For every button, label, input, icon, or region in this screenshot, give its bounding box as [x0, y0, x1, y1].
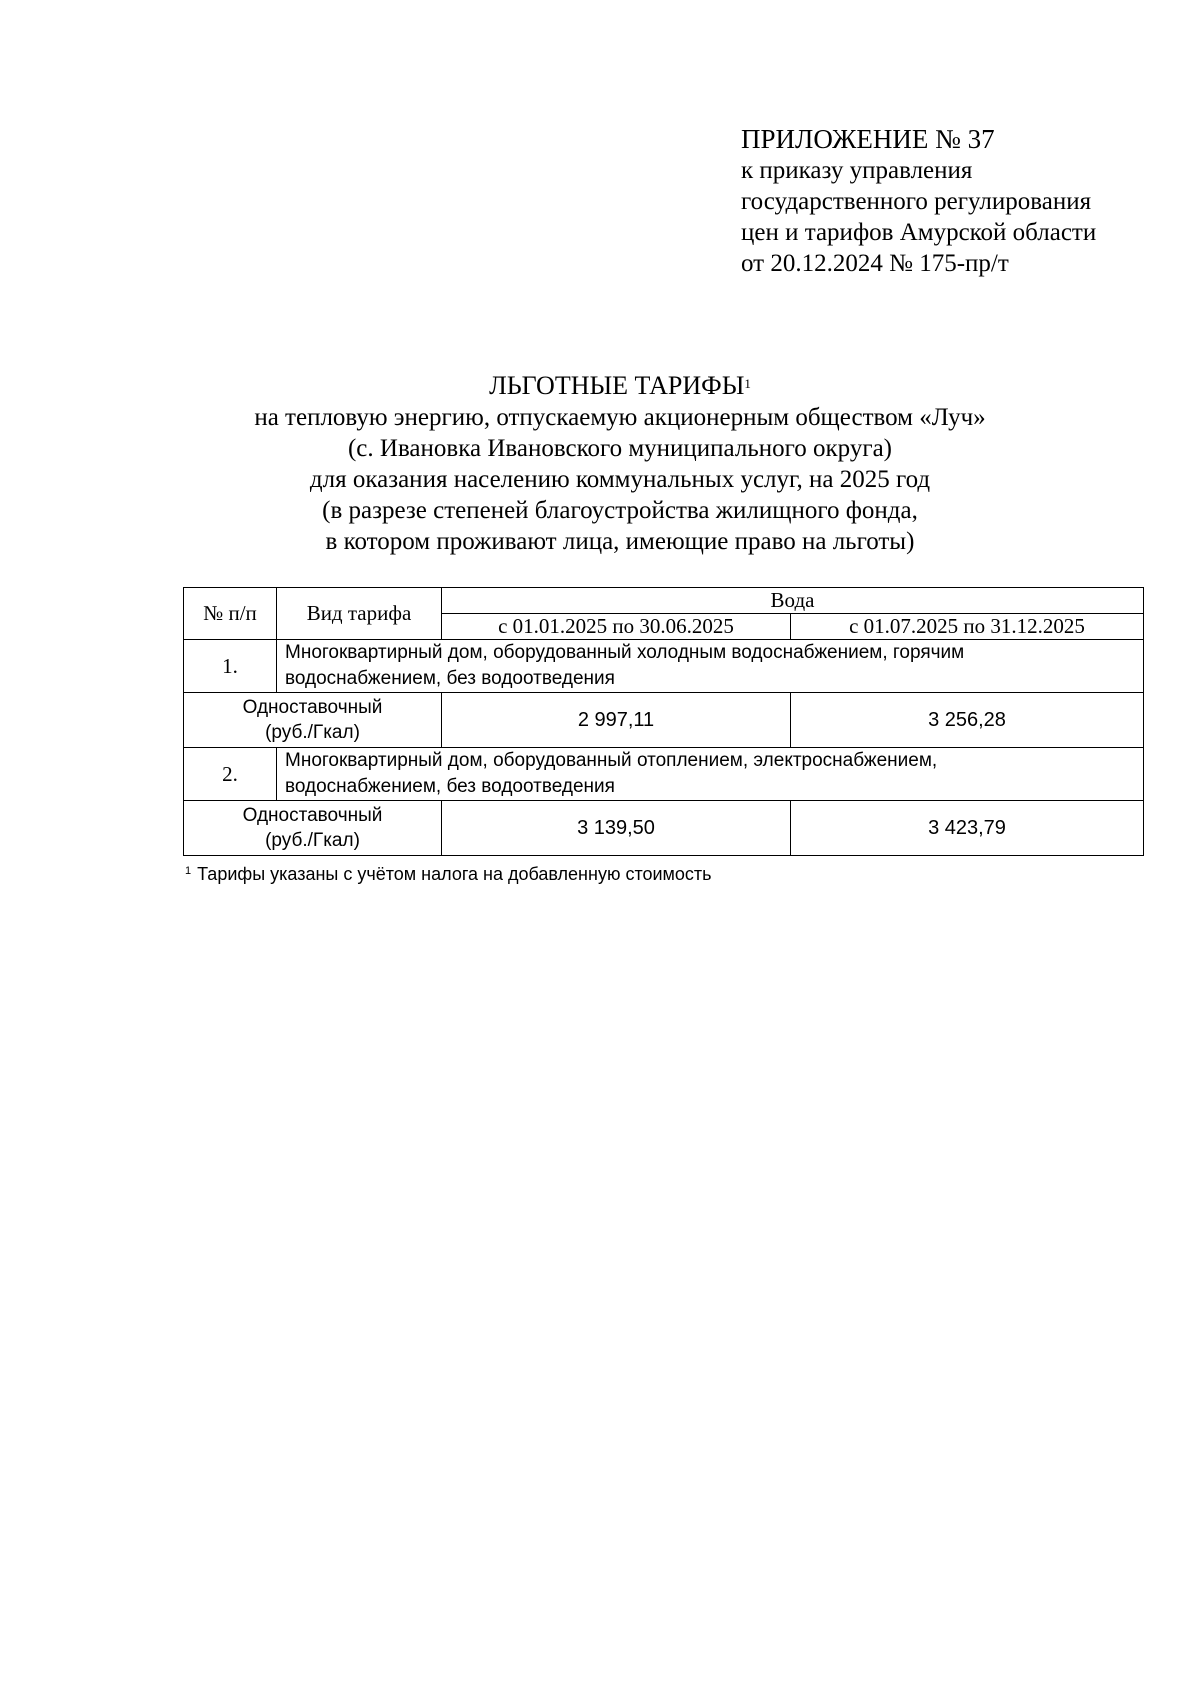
subtitle-line-1: на тепловую энергию, отпускаемую акционерным обществом «Луч»: [254, 404, 986, 431]
annex-order-date: от 20.12.2024 № 175-пр/т: [741, 250, 1009, 277]
row-number: 1.: [184, 640, 277, 693]
annex-authority-region: цен и тарифов Амурской области: [741, 219, 1097, 246]
header-tariff-type: Вид тарифа: [277, 588, 442, 640]
tariff-label: Одноставочный (руб./Гкал): [184, 801, 442, 856]
subtitle-line-2: (с. Ивановка Ивановского муниципального округа): [347, 435, 893, 462]
footnote: [185, 862, 712, 886]
footnote-mark: 1: [185, 865, 192, 877]
table-row: [184, 693, 1144, 748]
tariff-label: Одноставочный (руб./Гкал): [184, 693, 442, 748]
table-header-row: [184, 588, 1144, 614]
header-period-1: с 01.01.2025 по 30.06.2025: [442, 614, 791, 640]
subtitle-line-4: (в разрезе степеней благоустройства жилищного фонда,: [322, 497, 918, 524]
annex-authority: государственного регулирования: [741, 188, 1092, 215]
header-group-water: Вода: [442, 588, 1144, 614]
subtitle-line-3: для оказания населению коммунальных услуг, на 2025 год: [309, 466, 931, 493]
header-number: № п/п: [184, 588, 277, 640]
header-period-2: с 01.07.2025 по 31.12.2025: [791, 614, 1144, 640]
tariff-value-period-2: 3 256,28: [791, 693, 1144, 748]
tariff-value-period-1: 3 139,50: [442, 801, 791, 856]
row-description: Многоквартирный дом, оборудованный холодным водоснабжением, горячим водоснабжением, без водоотведения: [277, 640, 1144, 693]
title-footnote-mark: 1: [744, 376, 751, 391]
annex-header: [741, 124, 1096, 279]
annex-number: ПРИЛОЖЕНИЕ № 37: [741, 124, 995, 154]
subtitle-line-5: в котором проживают лица, имеющие право на льготы): [325, 528, 915, 555]
page-title: ЛЬГОТНЫЕ ТАРИФЫ$^1$: [489, 371, 751, 400]
tariff-value-period-1: 2 997,11: [442, 693, 791, 748]
footnote-text: Тарифы указаны с учётом налога на добавленную стоимость: [197, 864, 712, 884]
document-title: [150, 370, 1090, 557]
row-number: 2.: [184, 748, 277, 801]
tariff-table: [183, 587, 1144, 856]
table-row: [184, 748, 1144, 801]
row-description: Многоквартирный дом, оборудованный отоплением, электроснабжением, водоснабжением, без водоотведения: [277, 748, 1144, 801]
tariff-value-period-2: 3 423,79: [791, 801, 1144, 856]
table-row: [184, 801, 1144, 856]
table-row: [184, 640, 1144, 693]
annex-order-ref: к приказу управления: [741, 157, 973, 184]
